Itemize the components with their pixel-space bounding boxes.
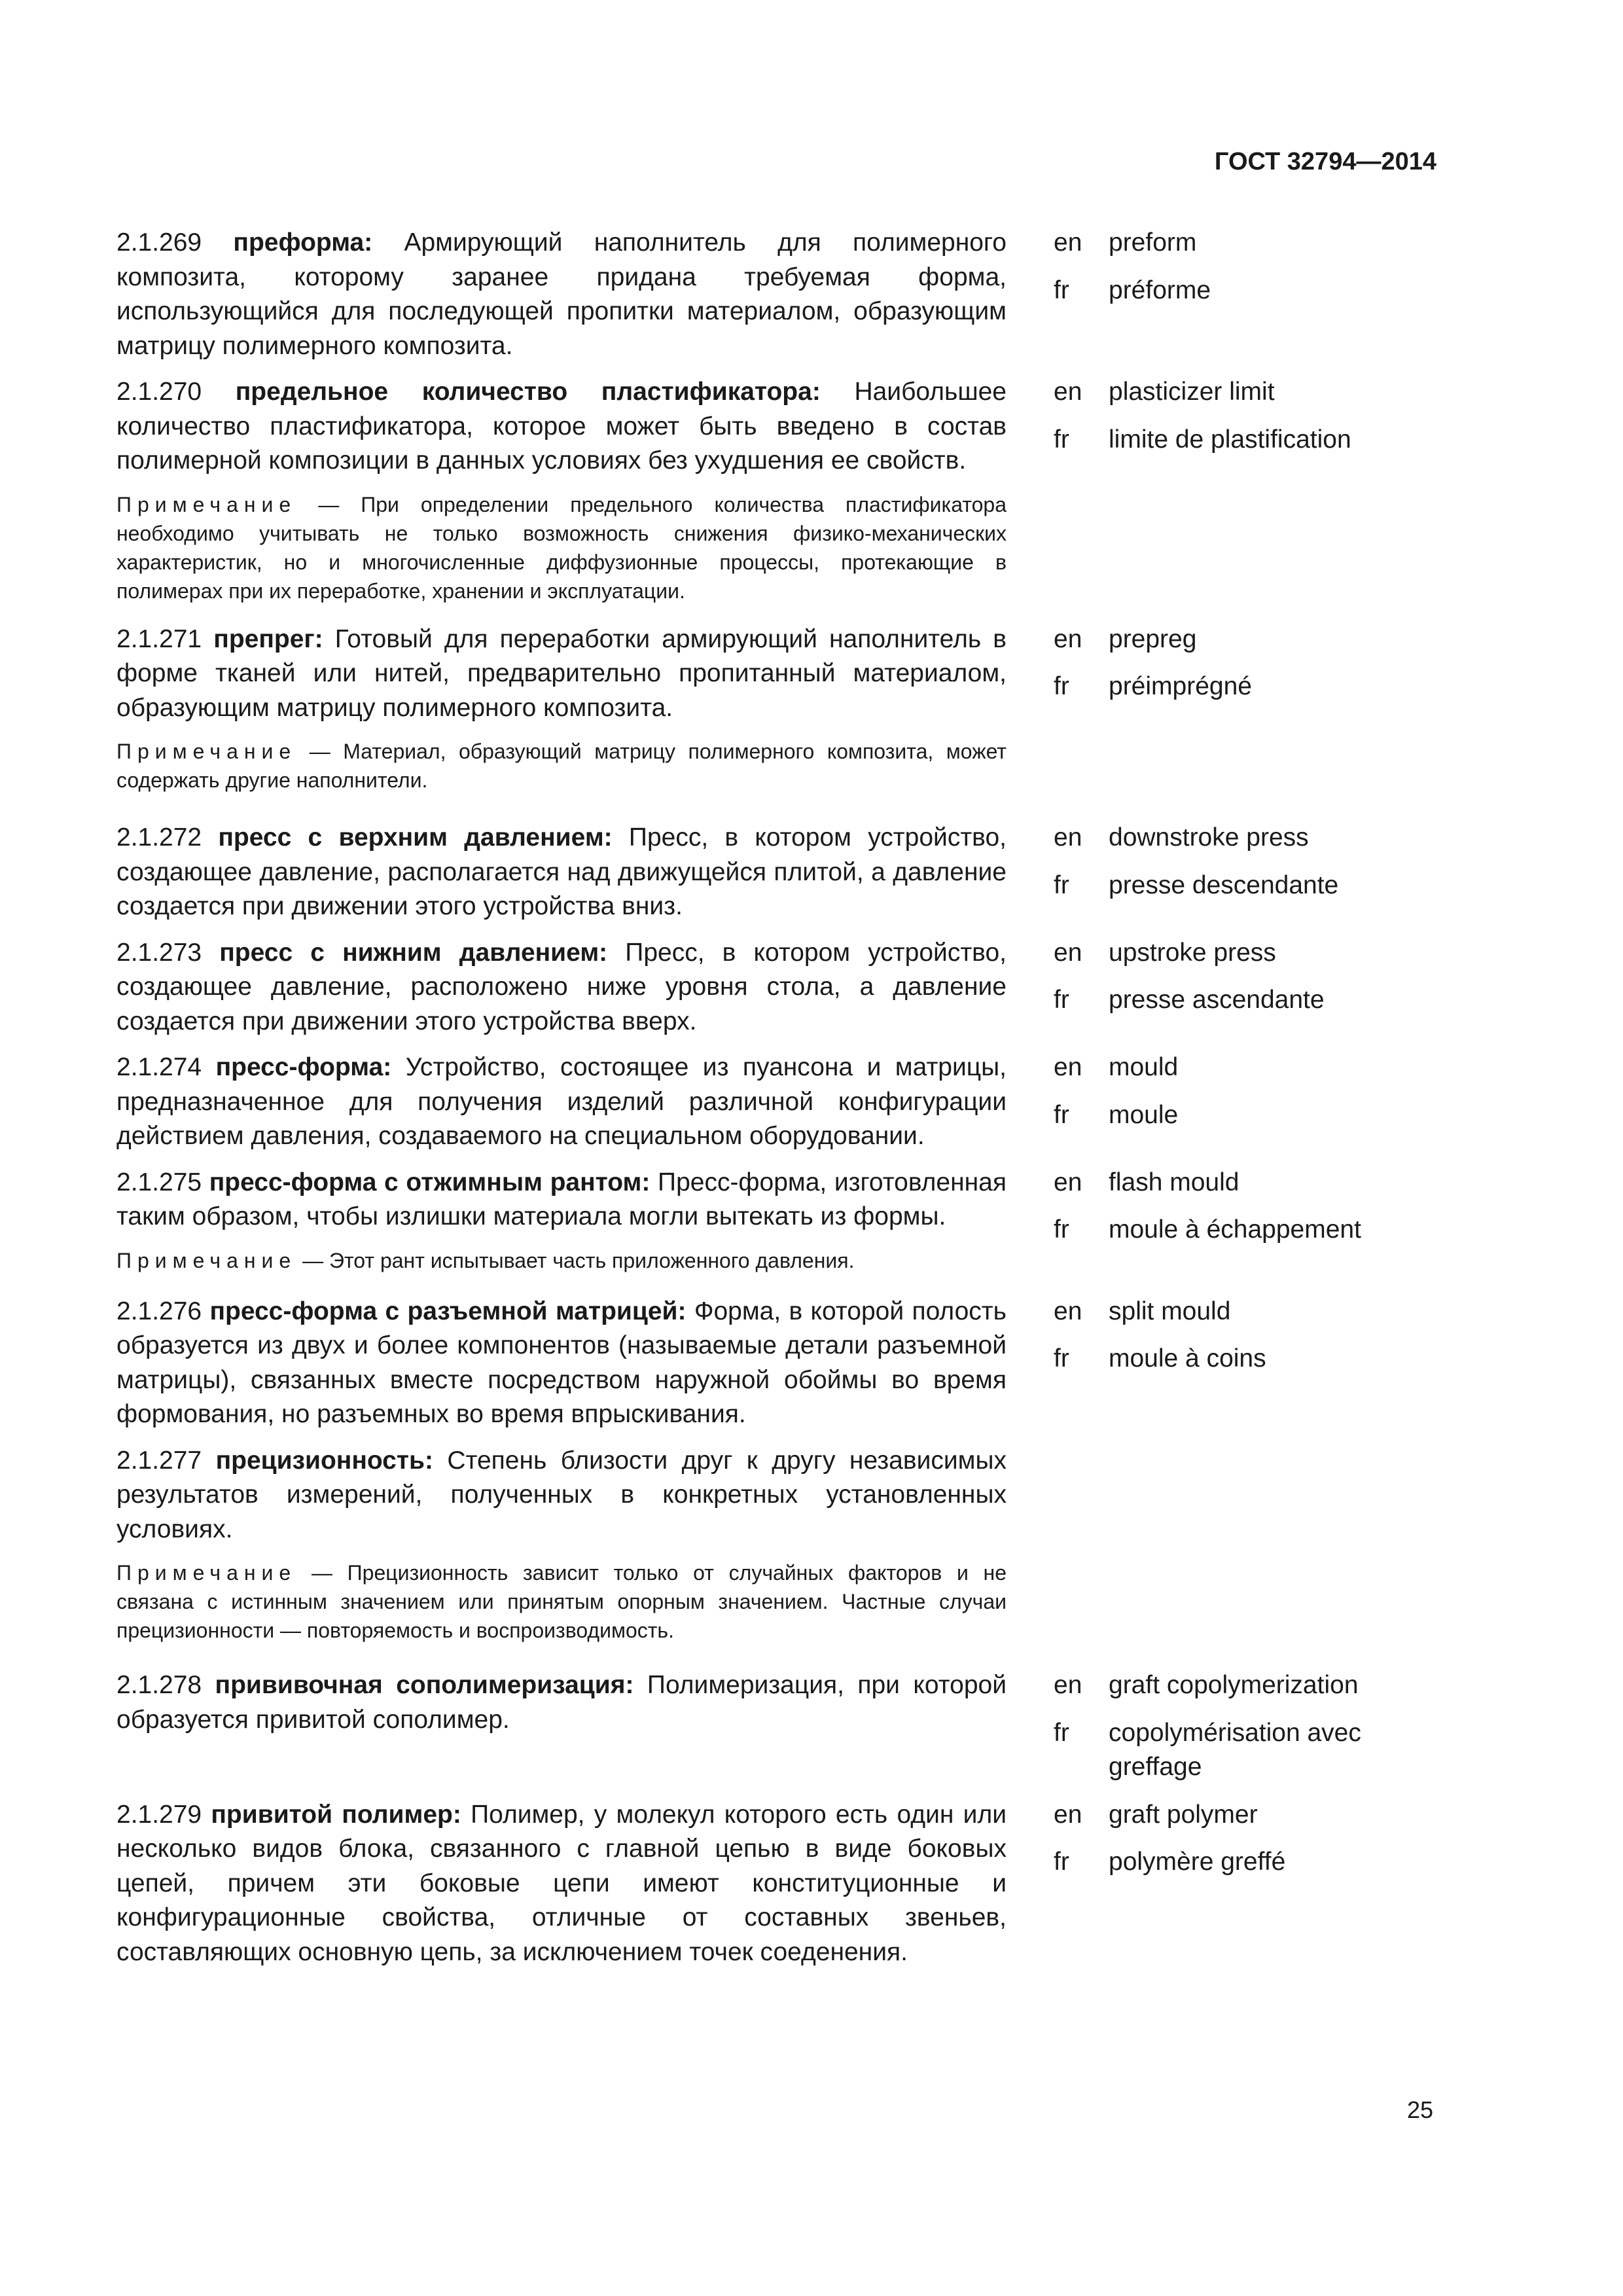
lang-code: en bbox=[1054, 823, 1082, 852]
term-entry bbox=[116, 622, 1445, 795]
term-name: привитой полимер: bbox=[211, 1800, 461, 1829]
lang-code: en bbox=[1054, 1297, 1082, 1325]
term-definition bbox=[116, 1798, 1007, 1970]
term-entry bbox=[116, 1295, 1445, 1432]
term-equivalents bbox=[1054, 375, 1445, 470]
equivalent-term: presse ascendante bbox=[1109, 986, 1325, 1014]
equivalent-term: copolymérisation avec greffage bbox=[1109, 1718, 1361, 1781]
term-definition bbox=[116, 375, 1007, 478]
term-note bbox=[116, 1558, 1007, 1645]
lang-code: en bbox=[1054, 1168, 1082, 1196]
term-entry bbox=[116, 1166, 1445, 1275]
note-dash: — bbox=[309, 740, 330, 763]
document-standard-header: ГОСТ 32794—2014 bbox=[1214, 148, 1436, 175]
note-label: Примечание bbox=[116, 1248, 297, 1272]
term-entry bbox=[116, 1668, 1445, 1798]
term-name: пресс-форма: bbox=[215, 1053, 392, 1081]
term-number: 2.1.273 bbox=[116, 938, 202, 967]
term-number: 2.1.279 bbox=[116, 1800, 202, 1829]
equivalent-term: préforme bbox=[1109, 276, 1211, 304]
lang-code: en bbox=[1054, 624, 1082, 653]
equivalent-term: plasticizer limit bbox=[1109, 378, 1275, 406]
term-definition bbox=[116, 1166, 1007, 1234]
equivalent-term: mould bbox=[1109, 1053, 1179, 1081]
lang-code: en bbox=[1054, 1671, 1082, 1699]
term-entry bbox=[116, 936, 1445, 1039]
lang-code: en bbox=[1054, 1800, 1082, 1829]
term-number: 2.1.274 bbox=[116, 1053, 202, 1081]
lang-code: en bbox=[1054, 1053, 1082, 1081]
equivalent-term: flash mould bbox=[1109, 1168, 1240, 1196]
definition-text: Устройство, состоящее из пуансона и матрицы, предназначенное для получения изделий различной конфигурации действием давления, создаваемого на специальном оборудовании. bbox=[116, 1053, 1007, 1150]
definition-text: Форма, в которой полость образуется из двух и более компонентов (называемые детали разъемной матрицы), связанных вместе посредством наружной обоймы во время формования, но разъемных во время впрыскивания. bbox=[116, 1297, 1007, 1428]
lang-code: en bbox=[1054, 228, 1082, 257]
equivalent-term: preform bbox=[1109, 228, 1197, 257]
note-dash: — bbox=[302, 1248, 324, 1272]
term-number: 2.1.271 bbox=[116, 624, 202, 653]
term-number: 2.1.275 bbox=[116, 1168, 202, 1196]
term-note bbox=[116, 490, 1007, 605]
term-entry bbox=[116, 375, 1445, 605]
term-name: пресс-форма с разъемной матрицей: bbox=[209, 1297, 687, 1325]
lang-code: fr bbox=[1054, 870, 1069, 899]
equivalent-term: presse descendante bbox=[1109, 870, 1339, 899]
term-number: 2.1.270 bbox=[116, 378, 202, 406]
equivalent-term: polymère greffé bbox=[1109, 1848, 1286, 1876]
term-entry bbox=[116, 821, 1445, 924]
lang-code: fr bbox=[1054, 672, 1069, 700]
term-name: пресс-форма с отжимным рантом: bbox=[209, 1168, 651, 1196]
term-definition bbox=[116, 1295, 1007, 1432]
lang-code: fr bbox=[1054, 425, 1069, 454]
lang-code: en bbox=[1054, 378, 1082, 406]
term-definition bbox=[116, 1444, 1007, 1547]
note-label: Примечание bbox=[116, 740, 297, 763]
term-equivalents bbox=[1054, 622, 1445, 717]
term-name: прививочная сополимеризация: bbox=[215, 1671, 634, 1699]
term-equivalents bbox=[1054, 1295, 1445, 1390]
definition-text: Наибольшее количество пластификатора, которое может быть введено в состав полимерной композиции в данных условиях без ухудшения ее свойств. bbox=[116, 378, 1007, 475]
lang-code: fr bbox=[1054, 1718, 1069, 1747]
term-equivalents bbox=[1054, 226, 1445, 321]
definition-text: Полимер, у молекул которого есть один или несколько видов блока, связанного с главной цепью в виде боковых цепей, причем эти боковые цепи имеют конституционные и конфигурационные свойства, отличные от составных звеньев, составляющих основную цепь, за исключением точек соеденения. bbox=[116, 1800, 1007, 1966]
equivalent-term: downstroke press bbox=[1109, 823, 1309, 852]
page-number: 25 bbox=[1406, 2096, 1433, 2123]
term-equivalents bbox=[1054, 1668, 1445, 1798]
term-number: 2.1.277 bbox=[116, 1446, 202, 1475]
term-note bbox=[116, 737, 1007, 795]
note-dash: — bbox=[311, 1561, 332, 1585]
term-entry bbox=[116, 1050, 1445, 1154]
term-note bbox=[116, 1246, 1007, 1275]
definition-text: Пресс, в котором устройство, создающее давление, располагается над движущейся плитой, а давление создается при движении этого устройства вниз. bbox=[116, 823, 1007, 920]
lang-code: fr bbox=[1054, 1848, 1069, 1876]
equivalent-term: prepreg bbox=[1109, 624, 1197, 653]
lang-code: en bbox=[1054, 938, 1082, 967]
term-name: пресс с верхним давлением: bbox=[218, 823, 613, 852]
term-definition bbox=[116, 622, 1007, 726]
term-equivalents bbox=[1054, 1050, 1445, 1145]
term-equivalents bbox=[1054, 821, 1445, 916]
term-name: преформа: bbox=[233, 228, 373, 257]
term-name: предельное количество пластификатора: bbox=[235, 378, 821, 406]
equivalent-term: graft polymer bbox=[1109, 1800, 1258, 1829]
lang-code: fr bbox=[1054, 1215, 1069, 1244]
note-text: Прецизионность зависит только от случайных факторов и не связана с истинным значением или принятым опорным значением. Частные случаи прецизионности — повторяемость и воспроизводимость. bbox=[116, 1561, 1007, 1642]
note-text: Этот рант испытывает часть приложенного давления. bbox=[329, 1248, 855, 1272]
lang-code: fr bbox=[1054, 276, 1069, 304]
term-number: 2.1.278 bbox=[116, 1671, 202, 1699]
terms-list bbox=[116, 226, 1445, 1969]
term-definition bbox=[116, 936, 1007, 1039]
term-name: препрег: bbox=[213, 624, 323, 653]
note-text: Материал, образующий матрицу полимерного композита, может содержать другие наполнители. bbox=[116, 740, 1007, 792]
equivalent-term: upstroke press bbox=[1109, 938, 1276, 967]
lang-code: fr bbox=[1054, 1344, 1069, 1372]
note-label: Примечание bbox=[116, 1561, 297, 1585]
equivalent-term: graft copolymerization bbox=[1109, 1671, 1359, 1699]
definition-text: Пресс, в котором устройство, создающее давление, расположено ниже уровня стола, а давление создается при движении этого устройства вверх. bbox=[116, 938, 1007, 1035]
term-number: 2.1.276 bbox=[116, 1297, 202, 1325]
equivalent-term: moule à coins bbox=[1109, 1344, 1266, 1372]
term-definition bbox=[116, 821, 1007, 924]
note-label: Примечание bbox=[116, 492, 297, 516]
note-text: При определении предельного количества пластификатора необходимо учитывать не только возможность снижения физико-механических характеристик, но и многочисленные диффузионные процессы, протекающие в полимерах при их переработке, хранении и эксплуатации. bbox=[116, 492, 1007, 603]
definition-text: Пресс-форма, изготовленная таким образом, чтобы излишки материала могли вытекать из формы. bbox=[116, 1168, 1007, 1230]
term-definition bbox=[116, 226, 1007, 363]
term-name: прецизионность: bbox=[215, 1446, 433, 1475]
equivalent-term: préimprégné bbox=[1109, 672, 1252, 700]
term-number: 2.1.272 bbox=[116, 823, 202, 852]
term-name: пресс с нижним давлением: bbox=[219, 938, 608, 967]
definition-text: Армирующий наполнитель для полимерного композита, которому заранее придана требуемая форма, использующийся для последующей пропитки материалом, образующим матрицу полимерного композита. bbox=[116, 228, 1007, 360]
term-entry bbox=[116, 1798, 1445, 1970]
term-entry bbox=[116, 1444, 1445, 1645]
note-dash: — bbox=[318, 492, 340, 516]
term-number: 2.1.269 bbox=[116, 228, 202, 257]
definition-text: Полимеризация, при которой образуется привитой сополимер. bbox=[116, 1671, 1007, 1734]
equivalent-term: moule à échappement bbox=[1109, 1215, 1361, 1244]
equivalent-term: split mould bbox=[1109, 1297, 1231, 1325]
lang-code: fr bbox=[1054, 1100, 1069, 1129]
term-definition bbox=[116, 1668, 1007, 1737]
term-equivalents bbox=[1054, 1798, 1445, 1893]
lang-code: fr bbox=[1054, 986, 1069, 1014]
term-equivalents bbox=[1054, 1166, 1445, 1261]
term-entry bbox=[116, 226, 1445, 363]
term-definition bbox=[116, 1050, 1007, 1154]
definition-text: Степень близости друг к другу независимых результатов измерений, полученных в конкретных установленных условиях. bbox=[116, 1446, 1007, 1543]
term-equivalents bbox=[1054, 936, 1445, 1031]
equivalent-term: limite de plastification bbox=[1109, 425, 1351, 454]
equivalent-term: moule bbox=[1109, 1100, 1179, 1129]
definition-text: Готовый для переработки армирующий наполнитель в форме тканей или нитей, предварительно пропитанный материалом, образующим матрицу полимерного композита. bbox=[116, 624, 1007, 722]
